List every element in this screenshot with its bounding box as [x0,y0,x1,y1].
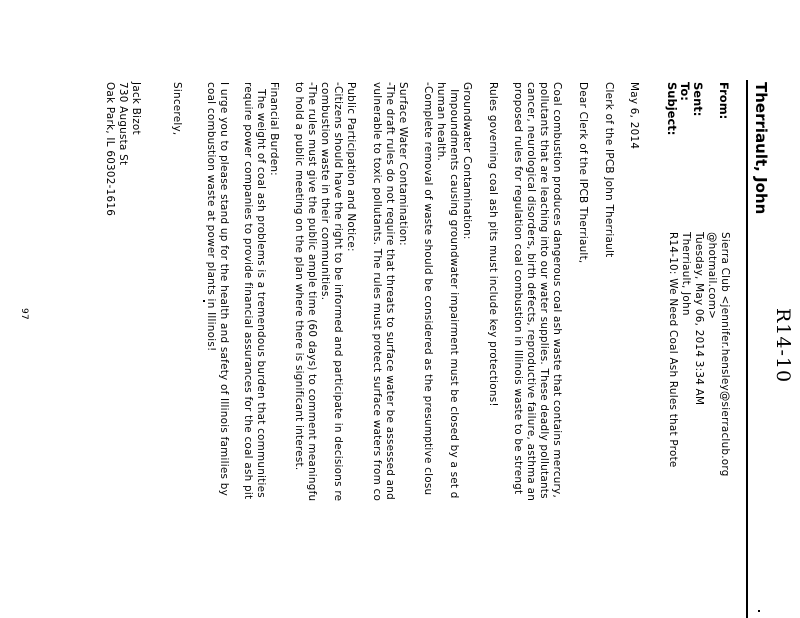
subject-label: Subject: [665,82,679,136]
to-label: To: [678,82,692,101]
intro-line: cancer, neurological disorders, birth defects, reproductive failure, asthma an [525,82,537,502]
scan-speck [758,610,760,612]
closing-line: coal combustion waste at power plants in Illinois! [205,82,217,352]
signoff: Sincerely, [171,82,183,136]
surface-water-line: vulnerable to toxic pollutants. The rules must protect surface waters from co [371,82,383,502]
sent-label: Sent: [691,82,705,117]
financial-line: The weight of coal ash problems is a tremendous burden that communities [255,82,267,498]
intro-line: Coal combustion produces dangerous coal ash waste that contains mercury, [551,82,563,499]
intro-paragraph [511,82,563,501]
surface-water-line: -The draft rules do not require that threats to surface water be assessed and [384,82,396,500]
financial-heading: Financial Burden: [268,82,280,176]
groundwater-line: human health. [435,82,447,161]
to-value: Therriault, John [680,232,692,316]
scan-speck [203,300,205,302]
signer-city: Oak Park, IL 60302-1616 [104,82,116,217]
groundwater-section [421,82,473,499]
signer-name: Jack Bizot [130,82,142,135]
financial-line: require power companies to provide financial assurances for the coal ash pit [242,82,254,500]
closing-appeal [204,82,230,496]
intro-line: pollutants that are leaching into our water supplies. These deadly pollutants [538,82,550,499]
public-participation-section [292,82,357,501]
docket-number: R14-10 [772,308,794,384]
public-participation-heading: Public Participation and Notice: [345,82,357,252]
signer-street: 730 Augusta St [117,82,129,166]
surface-water-heading: Surface Water Contamination: [397,82,409,246]
rules-intro: Rules governing coal ash pits must include key protections! [487,82,499,407]
sent-value: Tuesday, May 06, 2014 3:34 AM [693,232,705,406]
page-number: 97 [19,308,29,320]
surface-water-section [370,82,409,501]
subject-value: R14-10: We Need Coal Ash Rules that Prote [667,232,679,468]
letter-salutation: Dear Clerk of the IPCB Therriault, [577,82,589,264]
from-value-line2: @hotmail.com> [706,232,718,320]
groundwater-heading: Groundwater Contamination: [461,82,473,240]
from-value-line1: Sierra Club <jennifer.hensley@sierraclub.org [719,232,731,477]
letter-recipient: Clerk of the IPCB John Therriault [603,82,615,258]
public-participation-line: -Citizens should have the right to be informed and participate in decisions re [332,82,344,502]
sender-heading: Therriault, John [752,82,770,215]
groundwater-line: -Complete removal of waste should be considered as the presumptive closu [422,82,434,496]
letter-date: May 6, 2014 [628,82,640,150]
heading-rule [746,80,748,618]
intro-line: proposed rules for regulation coal combustion in Illinois waste to be strengt [512,82,524,495]
public-participation-line: combustion waste in their communities. [319,82,331,301]
groundwater-line: Impoundments causing groundwater impairment must be closed by a set d [448,82,460,499]
public-participation-line: -The rules must give the public ample time (60 days) to comment meaningfu [306,82,318,502]
closing-line: I urge you to please stand up for the health and safety of Illinois families by [218,82,230,496]
public-participation-line: to hold a public meeting on the plan where there is significant interest. [293,82,305,471]
signature-block [103,82,142,216]
financial-section [241,82,280,499]
from-label: From: [717,82,731,120]
